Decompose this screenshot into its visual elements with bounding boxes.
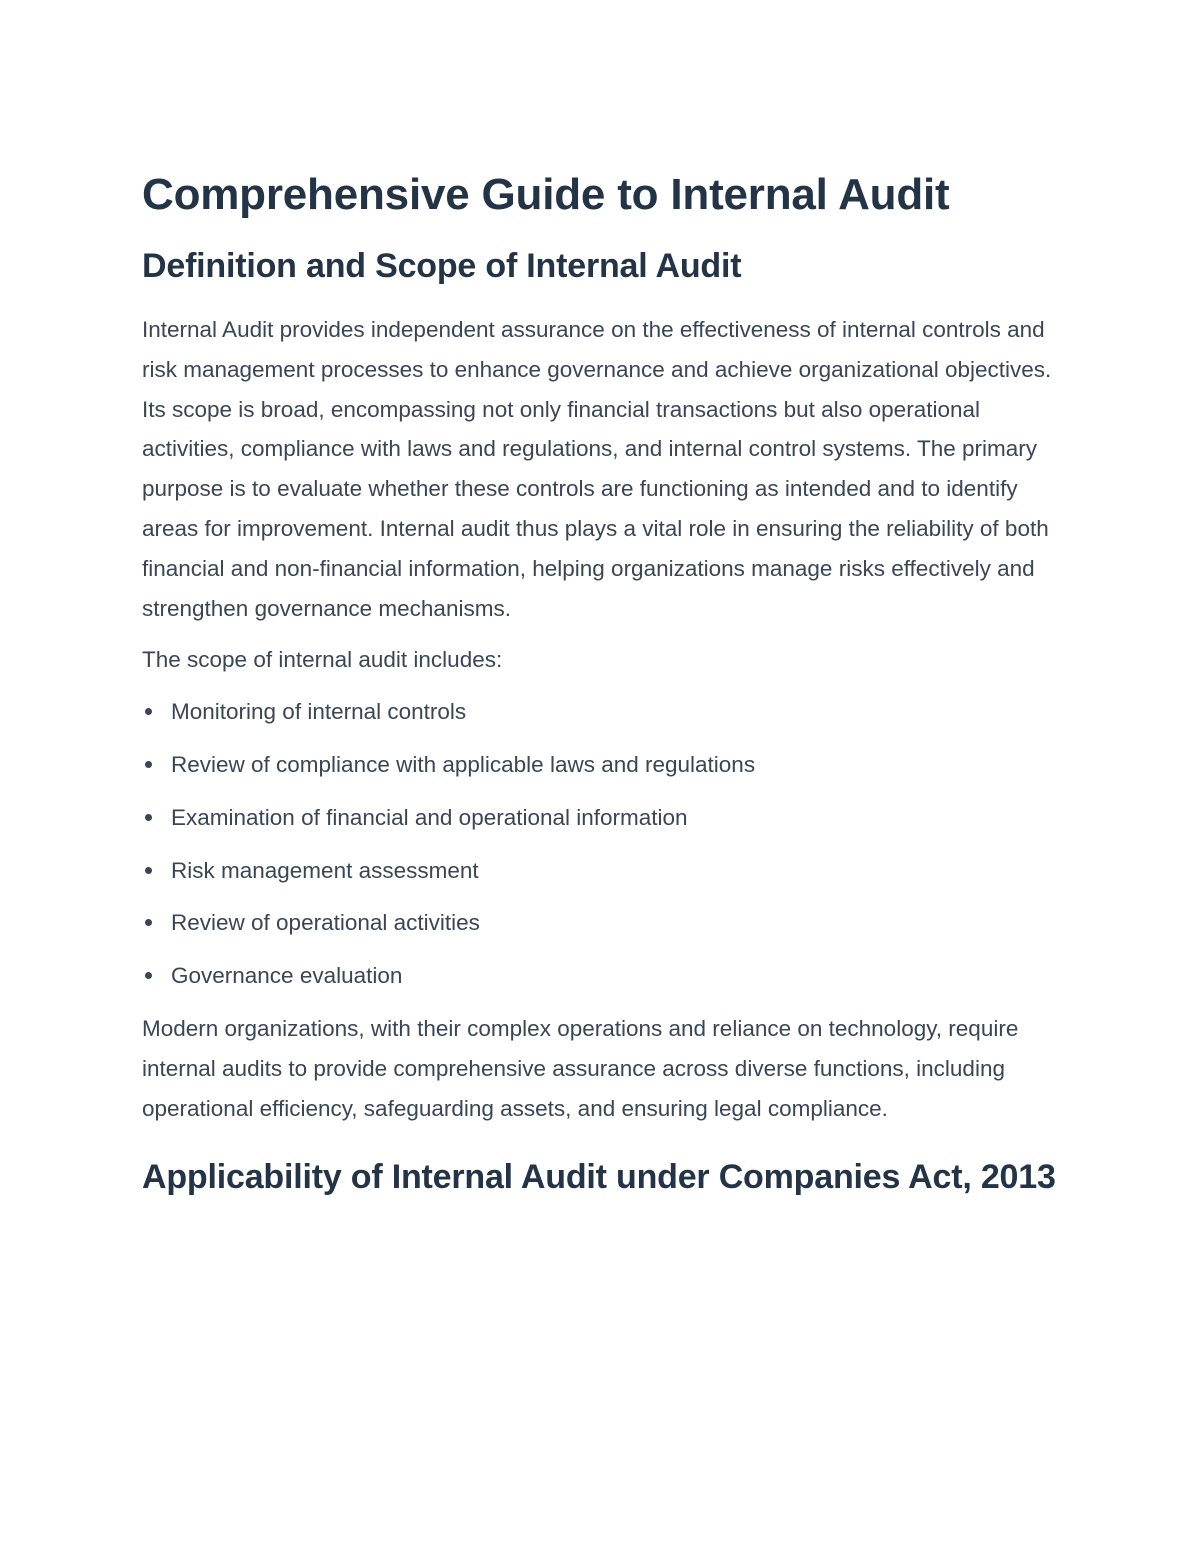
section-heading-applicability: Applicability of Internal Audit under Companies Act, 2013 bbox=[142, 1158, 1056, 1197]
bullet-icon bbox=[145, 708, 152, 715]
list-item bbox=[142, 956, 1062, 995]
list-item-text: Governance evaluation bbox=[171, 963, 403, 989]
bullet-icon bbox=[145, 761, 152, 768]
list-item bbox=[142, 798, 1062, 837]
bullet-icon bbox=[145, 972, 152, 979]
document-page bbox=[142, 160, 1062, 1225]
bullet-icon bbox=[145, 814, 152, 821]
bullet-icon bbox=[145, 919, 152, 926]
list-item bbox=[142, 903, 1062, 942]
list-item-text: Review of operational activities bbox=[171, 910, 480, 936]
scope-intro-text: The scope of internal audit includes: bbox=[142, 647, 503, 673]
intro-paragraph: Internal Audit provides independent assurance on the effectiveness of internal controls and risk management processes to enhance governance and achieve organizational objectives. Its scope is broad, encompassing not only financial transactions but also operational activities, compliance with laws and regulations, and internal control systems. The primary purpose is to evaluate whether these controls are functioning as intended and to identify areas for improvement. Internal audit thus plays a vital role in ensuring the reliability of both financial and non-financial information, helping organizations manage risks effectively and strengthen governance mechanisms. bbox=[142, 317, 1052, 621]
closing-paragraph: Modern organizations, with their complex operations and reliance on technology, require internal audits to provide comprehensive assurance across diverse functions, including operational efficiency, safeguarding assets, and ensuring legal compliance. bbox=[142, 1015, 1019, 1121]
list-item-text: Risk management assessment bbox=[171, 857, 479, 883]
list-item-text: Review of compliance with applicable laws and regulations bbox=[171, 751, 756, 777]
list-item bbox=[142, 851, 1062, 890]
section-heading-definition-scope: Definition and Scope of Internal Audit bbox=[142, 247, 742, 285]
document-title: Comprehensive Guide to Internal Audit bbox=[142, 170, 950, 219]
list-item-text: Examination of financial and operational information bbox=[171, 804, 688, 830]
list-item-text: Monitoring of internal controls bbox=[171, 699, 467, 725]
list-item bbox=[142, 692, 1062, 731]
list-item bbox=[142, 745, 1062, 784]
bullet-icon bbox=[145, 867, 152, 874]
scope-list bbox=[142, 692, 1062, 995]
